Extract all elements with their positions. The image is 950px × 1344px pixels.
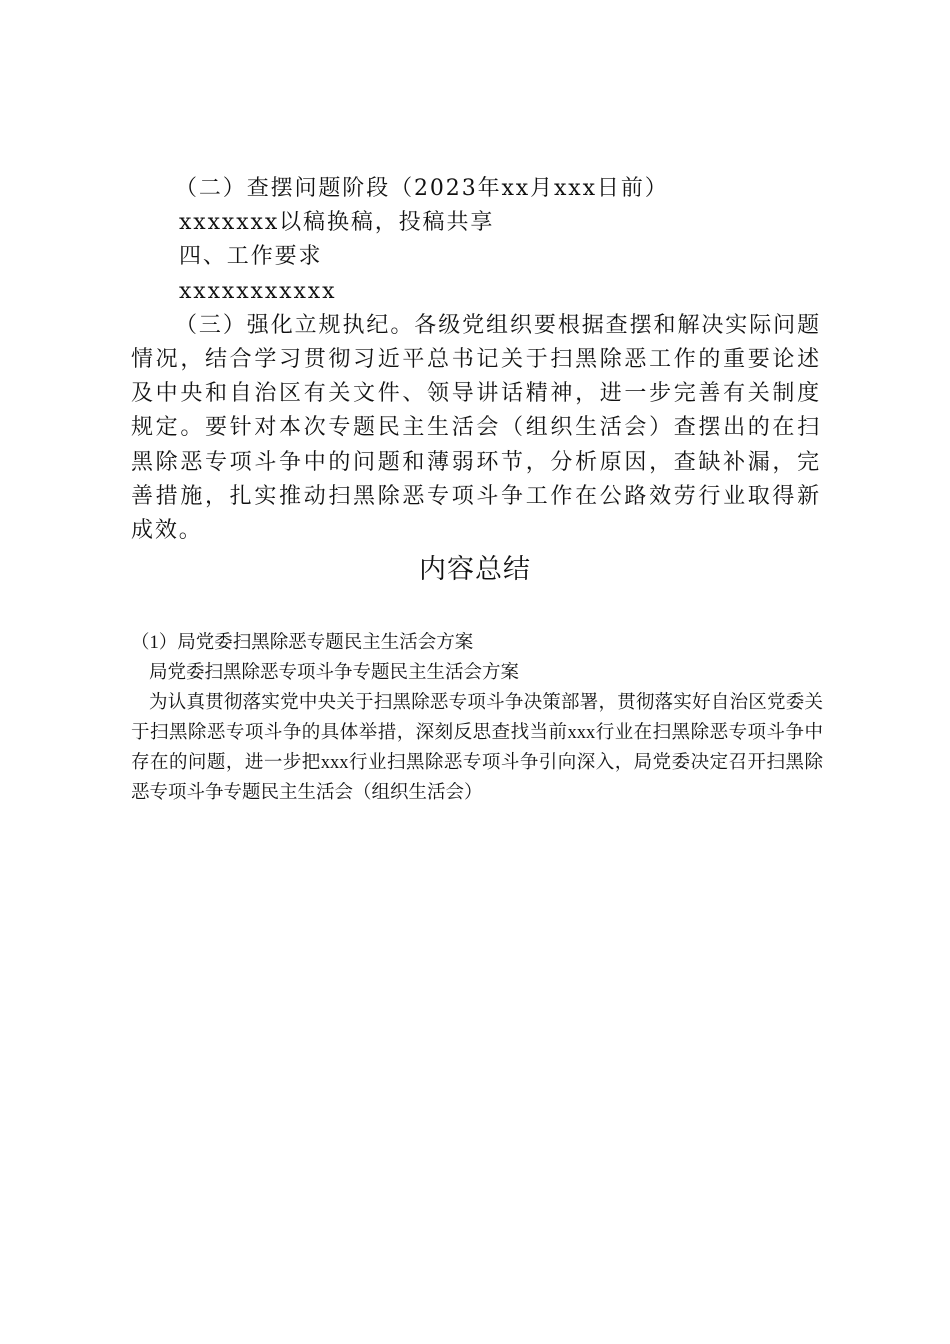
top-section (131, 172, 821, 548)
requirements-heading: 四、工作要求 (179, 244, 323, 270)
summary-section (131, 628, 823, 808)
summary-title: 内容总结 (419, 554, 531, 585)
placeholder-short: xxxxxxxxxxx (179, 278, 337, 304)
stage-heading: （二）查摆问题阶段（2023年xx月xxx日前） (175, 176, 669, 201)
placeholder-line: xxxxxxx以稿换稿，投稿共享 (179, 210, 495, 236)
discipline-paragraph: （三）强化立规执纪。各级党组织要根据查摆和解决实际问题情况，结合学习贯彻习近平总书记关于扫黑除恶工作的重要论述及中央和自治区有关文件、领导讲话精神，进一步完善有关制度规定。要针对本次专题民主生活会（组织生活会）查摆出的在扫黑除恶专项斗争中的问题和薄弱环节，分析原因，查缺补漏，完善措施，扎实推动扫黑除恶专项斗争工作在公路效劳行业取得新成效。 (131, 312, 821, 544)
summary-paragraph: 为认真贯彻落实党中央关于扫黑除恶专项斗争决策部署，贯彻落实好自治区党委关于扫黑除恶专项斗争的具体举措，深刻反思查找当前xxx行业在扫黑除恶专项斗争中存在的问题，进一步把xxx行业扫黑除恶专项斗争引向深入，局党委决定召开扫黑除恶专项斗争专题民主生活会（组织生活会） (131, 693, 823, 803)
summary-subtitle: 局党委扫黑除恶专项斗争专题民主生活会方案 (149, 663, 520, 683)
summary-item-label: （1）局党委扫黑除恶专题民主生活会方案 (131, 633, 474, 653)
